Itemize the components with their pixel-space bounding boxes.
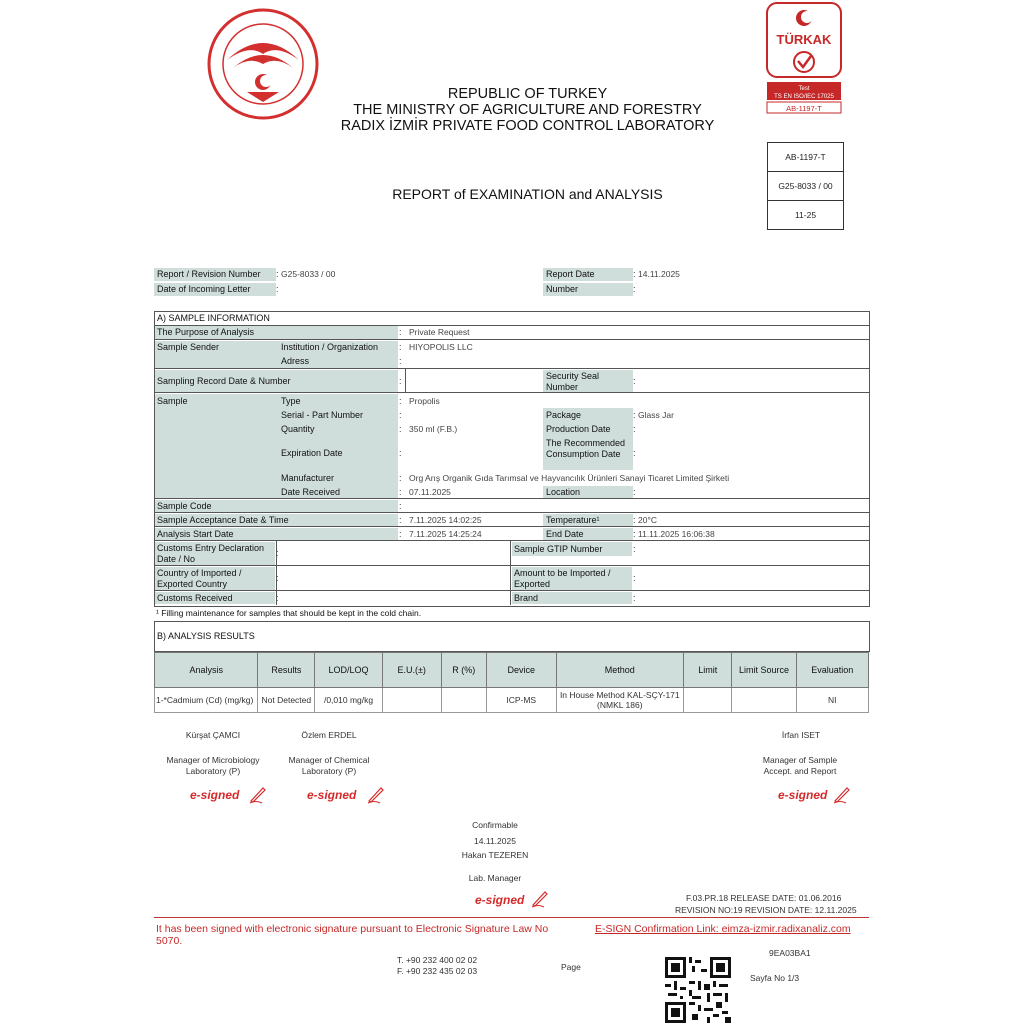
revision-info: REVISION NO:19 REVISION DATE: 12.11.2025 bbox=[675, 905, 857, 915]
cell-limit-source bbox=[732, 688, 796, 713]
cell-method: In House Method KAL-SÇY-171 (NMKL 186) bbox=[556, 688, 683, 713]
colon: : bbox=[399, 515, 402, 525]
signer-2-role: Manager of Chemical Laboratory (P) bbox=[288, 755, 370, 776]
esignature-legal-note: It has been signed with electronic signature pursuant to Electronic Signature Law No 5070. bbox=[156, 923, 549, 947]
col-r: R (%) bbox=[441, 653, 486, 688]
recommended-label: The Recommended Consumption Date bbox=[546, 438, 626, 459]
svg-text:TÜRKAK: TÜRKAK bbox=[776, 32, 832, 47]
colon: : bbox=[633, 269, 636, 279]
colon: : bbox=[633, 515, 636, 525]
cell-results: Not Detected bbox=[258, 688, 315, 713]
pen-icon bbox=[530, 888, 550, 908]
cell-limit bbox=[684, 688, 732, 713]
serial-label: Serial - Part Number bbox=[281, 410, 364, 420]
form-code: F.03.PR.18 RELEASE DATE: 01.06.2016 bbox=[686, 893, 842, 903]
colon: : bbox=[633, 424, 636, 434]
colon: : bbox=[399, 410, 402, 420]
production-label: Production Date bbox=[546, 424, 611, 434]
divider bbox=[510, 541, 511, 605]
col-device: Device bbox=[486, 653, 556, 688]
purpose-label: The Purpose of Analysis bbox=[157, 327, 255, 337]
acceptance-label: Sample Acceptance Date & Time bbox=[157, 515, 289, 525]
confirm-esigned: e-signed bbox=[475, 893, 525, 907]
signer-1-esigned: e-signed bbox=[190, 788, 240, 802]
header-line-2: THE MINISTRY OF AGRICULTURE AND FORESTRY bbox=[353, 102, 702, 118]
fax-number: F. +90 232 435 02 03 bbox=[397, 966, 478, 976]
colon: : bbox=[399, 529, 402, 539]
confirm-name: Hakan TEZEREN bbox=[461, 850, 529, 860]
confirmable-label: Confirmable bbox=[472, 820, 518, 830]
colon: : bbox=[399, 448, 402, 458]
acceptance-value: 7.11.2025 14:02:25 bbox=[409, 515, 482, 525]
col-limit: Limit bbox=[684, 653, 732, 688]
svg-text:Test: Test bbox=[798, 86, 810, 92]
colon: : bbox=[399, 424, 402, 434]
turkak-accreditation-logo bbox=[766, 2, 842, 114]
cell-analysis: 1-*Cadmium (Cd) (mg/kg) bbox=[155, 688, 258, 713]
end-date-value: 11.11.2025 16:06:38 bbox=[638, 529, 715, 539]
sample-section-title: A) SAMPLE INFORMATION bbox=[157, 313, 270, 323]
sample-code-label: Sample Code bbox=[157, 501, 212, 511]
document-hash: 9EA03BA1 bbox=[769, 948, 811, 958]
signer-3-role: Manager of Sample Accept. and Report bbox=[762, 755, 838, 776]
cold-chain-footnote: ¹ Filling maintenance for samples that should be kept in the cold chain. bbox=[156, 608, 422, 618]
confirm-date: 14.11.2025 bbox=[474, 836, 516, 846]
document-code-box bbox=[767, 142, 844, 230]
sampling-record-label: Sampling Record Date & Number bbox=[157, 376, 291, 386]
doc-box-period: 11-25 bbox=[794, 210, 817, 220]
col-evaluation: Evaluation bbox=[796, 653, 868, 688]
divider bbox=[154, 392, 869, 393]
report-date-label: Report Date bbox=[546, 269, 595, 279]
colon: : bbox=[633, 593, 636, 603]
location-label: Location bbox=[546, 487, 581, 497]
col-limit-source: Limit Source bbox=[732, 653, 796, 688]
colon: : bbox=[633, 573, 636, 583]
confirm-role: Lab. Manager bbox=[468, 873, 522, 883]
manufacturer-value: Org Arış Organik Gıda Tarımsal ve Hayvancılık Ürünleri Sanayi Ticaret Limited Şirketi bbox=[409, 473, 730, 483]
cell-r bbox=[441, 688, 486, 713]
page-number: Sayfa No 1/3 bbox=[750, 973, 800, 983]
col-analysis: Analysis bbox=[155, 653, 258, 688]
cell-eu bbox=[382, 688, 441, 713]
pen-icon bbox=[366, 784, 386, 804]
date-received-value: 07.11.2025 bbox=[409, 487, 451, 497]
report-title: REPORT of EXAMINATION and ANALYSIS bbox=[392, 186, 663, 202]
doc-box-accreditation: AB-1197-T bbox=[768, 143, 843, 172]
country-label: Country of Imported / Exported Country bbox=[157, 568, 242, 589]
lab-header bbox=[300, 86, 755, 134]
package-value: Glass Jar bbox=[638, 410, 674, 420]
svg-text:AB-1197-T: AB-1197-T bbox=[786, 104, 822, 113]
header-line-3: RADIX İZMİR PRIVATE FOOD CONTROL LABORATORY bbox=[340, 118, 715, 134]
report-revision-label: Report / Revision Number bbox=[157, 269, 261, 279]
colon: : bbox=[399, 473, 402, 483]
page-label: Page bbox=[561, 962, 581, 972]
sample-label: Sample bbox=[157, 396, 188, 406]
customs-received-label: Customs Received bbox=[157, 593, 233, 603]
colon: : bbox=[399, 342, 402, 352]
signer-1-name: Kürşat ÇAMCI bbox=[185, 730, 241, 740]
colon: : bbox=[633, 448, 636, 458]
colon: : bbox=[633, 284, 636, 294]
doc-box-report-no: G25-8033 / 00 bbox=[768, 172, 843, 201]
type-label: Type bbox=[281, 396, 301, 406]
signer-2-name: Özlem ERDEL bbox=[301, 730, 357, 740]
date-received-label: Date Received bbox=[281, 487, 341, 497]
footer-divider bbox=[154, 917, 869, 918]
pen-icon bbox=[248, 784, 268, 804]
customs-entry-label: Customs Entry Declaration Date / No bbox=[157, 543, 265, 564]
quantity-label: Quantity bbox=[281, 424, 315, 434]
colon: : bbox=[633, 376, 636, 386]
colon: : bbox=[276, 573, 279, 583]
divider bbox=[154, 526, 869, 527]
institution-label: Institution / Organization bbox=[281, 342, 379, 352]
analysis-start-label: Analysis Start Date bbox=[157, 529, 234, 539]
manufacturer-label: Manufacturer bbox=[281, 473, 335, 483]
institution-value: HIYOPOLIS LLC bbox=[409, 342, 473, 352]
qr-code bbox=[665, 957, 731, 1023]
colon: : bbox=[633, 544, 636, 554]
svg-text:TS EN ISO/IEC 17025: TS EN ISO/IEC 17025 bbox=[774, 94, 834, 100]
divider bbox=[154, 368, 869, 369]
gtip-label: Sample GTIP Number bbox=[514, 544, 603, 554]
colon: : bbox=[399, 376, 402, 386]
divider bbox=[405, 369, 406, 392]
sender-label: Sample Sender bbox=[157, 342, 220, 352]
signer-3-esigned: e-signed bbox=[778, 788, 828, 802]
divider bbox=[154, 590, 869, 591]
results-header-row bbox=[155, 653, 869, 688]
pen-icon bbox=[832, 784, 852, 804]
cell-evaluation: NI bbox=[796, 688, 868, 713]
colon: : bbox=[633, 410, 636, 420]
esign-confirmation-link[interactable]: E-SIGN Confirmation Link: eimza-izmir.radixanaliz.com bbox=[595, 923, 851, 935]
signer-1-role: Manager of Microbiology Laboratory (P) bbox=[166, 755, 260, 776]
analysis-start-value: 7.11.2025 14:25:24 bbox=[409, 529, 482, 539]
phone-number: T. +90 232 400 02 02 bbox=[397, 955, 478, 965]
colon: : bbox=[276, 284, 279, 294]
table-row bbox=[155, 688, 869, 713]
colon: : bbox=[276, 548, 279, 558]
col-lod-loq: LOD/LOQ bbox=[315, 653, 383, 688]
number-label: Number bbox=[546, 284, 579, 294]
colon: : bbox=[276, 269, 279, 279]
results-header-frame bbox=[154, 621, 870, 652]
header-line-1: REPUBLIC OF TURKEY bbox=[447, 86, 608, 102]
cell-lod-loq: /0,010 mg/kg bbox=[315, 688, 383, 713]
divider bbox=[154, 512, 869, 513]
colon: : bbox=[399, 396, 402, 406]
incoming-letter-label: Date of Incoming Letter bbox=[157, 284, 251, 294]
security-seal-label: Security Seal Number bbox=[546, 371, 600, 392]
divider bbox=[154, 339, 869, 340]
report-date-value: 14.11.2025 bbox=[638, 269, 680, 279]
divider bbox=[154, 498, 869, 499]
address-label: Adress bbox=[281, 356, 310, 366]
results-section-title: B) ANALYSIS RESULTS bbox=[157, 631, 255, 641]
amount-label: Amount to be Imported / Exported bbox=[514, 568, 611, 589]
colon: : bbox=[399, 327, 402, 337]
colon: : bbox=[399, 487, 402, 497]
col-eu: E.U.(±) bbox=[382, 653, 441, 688]
colon: : bbox=[399, 501, 402, 511]
cell-device: ICP-MS bbox=[486, 688, 556, 713]
colon: : bbox=[276, 593, 279, 603]
package-label: Package bbox=[546, 410, 582, 420]
end-date-label: End Date bbox=[546, 529, 584, 539]
col-results: Results bbox=[258, 653, 315, 688]
col-method: Method bbox=[556, 653, 683, 688]
expiration-label: Expiration Date bbox=[281, 448, 343, 458]
results-table bbox=[154, 652, 869, 713]
type-value: Propolis bbox=[409, 396, 440, 406]
brand-label: Brand bbox=[514, 593, 539, 603]
colon: : bbox=[633, 529, 636, 539]
report-revision-value: G25-8033 / 00 bbox=[281, 269, 336, 279]
colon: : bbox=[633, 487, 636, 497]
purpose-value: Private Request bbox=[409, 327, 470, 337]
temperature-label: Temperature¹ bbox=[546, 515, 600, 525]
signer-2-esigned: e-signed bbox=[307, 788, 357, 802]
quantity-value: 350 ml (F.B.) bbox=[409, 424, 458, 434]
temperature-value: 20°C bbox=[638, 515, 657, 525]
signer-3-name: İrfan ISET bbox=[781, 730, 821, 740]
divider bbox=[154, 540, 869, 541]
divider bbox=[154, 565, 869, 566]
colon: : bbox=[399, 356, 402, 366]
